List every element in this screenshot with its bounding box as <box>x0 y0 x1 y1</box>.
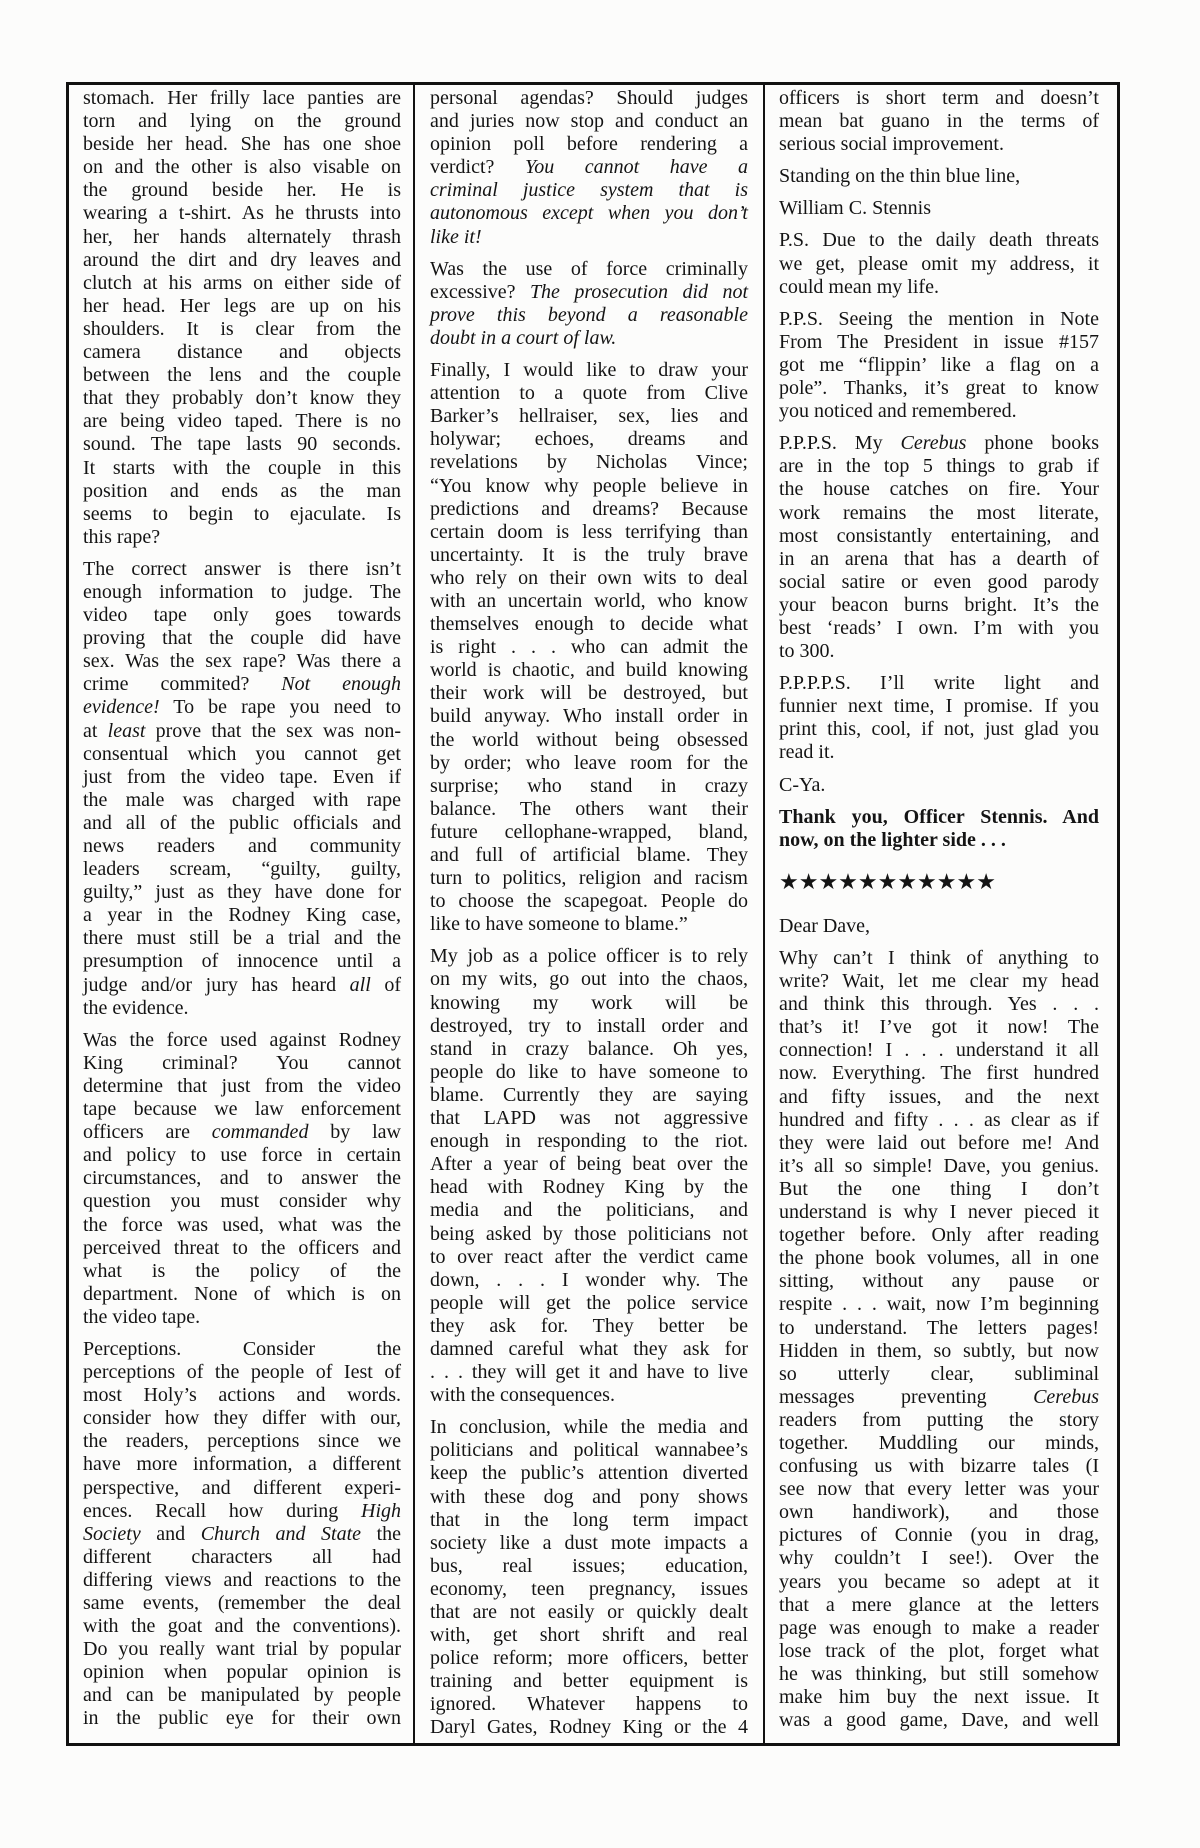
text-line: William C. Stennis <box>779 197 931 220</box>
text-line: But the one thing I don’t <box>779 1177 1099 1200</box>
text-line: holywar; echoes, dreams and <box>430 428 748 451</box>
text-line: determine that just from the video <box>83 1074 401 1097</box>
text-line: the force was used, what was the <box>83 1213 401 1236</box>
text-line: surprise; who stand in crazy <box>430 774 748 797</box>
text-line: stand in crazy balance. Oh yes, <box>430 1037 748 1060</box>
text-line <box>430 327 748 350</box>
text-line: work remains the most literate, <box>779 501 1099 524</box>
text-line: this rape? <box>83 525 161 548</box>
text-line: that in the long term impact <box>430 1508 748 1531</box>
text-line: future cellophane-wrapped, bland, <box>430 820 748 843</box>
text-line: are in the top 5 things to grab if <box>779 455 1099 478</box>
text-line: that a mere glance at the letters <box>779 1593 1099 1616</box>
text-line: Thank you, Officer Stennis. And <box>779 805 1099 828</box>
paragraph <box>779 197 1099 220</box>
text-line: economy, teen pregnancy, issues <box>430 1577 748 1600</box>
text-line: around the dirt and dry leaves and <box>83 248 401 271</box>
text-line: C-Ya. <box>779 773 826 796</box>
text-line: guilty,” just as they have done for <box>83 881 401 904</box>
text-line: best ‘reads’ I own. I’m with you <box>779 616 1099 639</box>
text-line: a year in the Rodney King case, <box>83 904 401 927</box>
text-line: Why can’t I think of anything to <box>779 947 1099 969</box>
text-line: and all of the public officials and <box>83 811 401 834</box>
text-line: so utterly clear, subliminal <box>779 1362 1099 1385</box>
text-line: position and ends as the man <box>83 479 401 502</box>
text-line: shoulders. It is clear from the <box>83 317 401 340</box>
text-line: print this, cool, if not, just glad you <box>779 718 1099 741</box>
italic-text: Church and State <box>200 1522 362 1545</box>
text-line: Do you really want trial by popular <box>83 1638 401 1661</box>
text-line: ences. Recall how during High <box>83 1499 401 1522</box>
text-line: “You know why people believe in <box>430 474 748 497</box>
text-line: Daryl Gates, Rodney King or the 4 <box>430 1716 748 1739</box>
paragraph <box>83 87 401 549</box>
text-line: knowing my work will be <box>430 991 748 1014</box>
text-line: most Holy’s actions and words. <box>83 1384 401 1407</box>
text-line: readers from putting the story <box>779 1408 1099 1431</box>
text-line: they were laid out before me! And <box>779 1131 1099 1154</box>
text-line: opinion when popular opinion is <box>83 1661 401 1684</box>
text-line: to 300. <box>779 640 835 663</box>
text-line: video tape only goes towards <box>83 604 401 627</box>
text-line: that they probably don’t know they <box>83 387 401 410</box>
paragraph <box>430 87 748 249</box>
text-line: consentual which you cannot get <box>83 742 401 765</box>
text-line: to over react after the verdict came <box>430 1245 748 1268</box>
text-line: to choose the scapegoat. People do <box>430 890 748 913</box>
paragraph <box>779 229 1099 298</box>
text-line: confusing us with bizarre tales (I <box>779 1455 1099 1478</box>
paragraph <box>779 947 1099 1732</box>
text-line <box>430 202 748 225</box>
paragraph <box>83 1338 401 1731</box>
text-line: with the consequences. <box>430 1384 615 1407</box>
text-line: certain doom is less terrifying than <box>430 520 748 543</box>
text-line: verdict? You cannot have a <box>430 156 748 179</box>
paragraph <box>430 1416 748 1739</box>
text-line <box>430 179 748 202</box>
text-line: most consistantly entertaining, and <box>779 524 1099 547</box>
text-line: differing views and reactions to the <box>83 1568 401 1591</box>
text-line: predictions and dreams? Because <box>430 497 748 520</box>
text-line: My job as a police officer is to rely <box>430 945 748 968</box>
text-line: with an uncertain world, who know <box>430 589 748 612</box>
text-line: people will get the police service <box>430 1291 748 1314</box>
letters-page-frame <box>66 82 1120 1746</box>
text-line: and fifty issues, and the next <box>779 1085 1099 1108</box>
text-line: officers is short term and doesn’t <box>779 87 1099 109</box>
text-line: enough information to judge. The <box>83 580 401 603</box>
text-line: they ask for. They better be <box>430 1314 748 1337</box>
text-line: the house catches on fire. Your <box>779 478 1099 501</box>
text-line: together before. Only after reading <box>779 1224 1099 1247</box>
text-line: who rely on their own wits to deal <box>430 566 748 589</box>
text-line: the world without being obsessed <box>430 728 748 751</box>
text-line: wearing a t-shirt. As he thrusts into <box>83 202 401 225</box>
text-line: like to have someone to blame.” <box>430 913 688 936</box>
text-line: down, . . . I wonder why. The <box>430 1268 748 1291</box>
paragraph <box>430 359 748 936</box>
text-line: with these dog and pony shows <box>430 1485 748 1508</box>
text-line: together. Muddling our minds, <box>779 1431 1099 1454</box>
text-line: keep the public’s attention diverted <box>430 1462 748 1485</box>
text-line: perceived threat to the officers and <box>83 1236 401 1259</box>
text-line: pictures of Connie (you in drag, <box>779 1524 1099 1547</box>
column-divider <box>763 85 765 1743</box>
text-line: beside her head. She has one shoe <box>83 133 401 156</box>
text-line: by order; who leave room for the <box>430 751 748 774</box>
text-line: From The President in issue #157 <box>779 330 1099 353</box>
text-line: that’s it! I’ve got it now! The <box>779 1016 1099 1039</box>
text-line: and full of artificial blame. They <box>430 844 748 866</box>
text-line: excessive? The prosecution did not <box>430 280 748 303</box>
text-line: and policy to use force in certain <box>83 1144 401 1167</box>
text-line: P.P.S. Seeing the mention in Note <box>779 307 1099 330</box>
column-2 <box>430 87 748 1749</box>
text-line: between the lens and the couple <box>83 364 401 387</box>
paragraph <box>83 1029 401 1329</box>
text-line: the video tape. <box>83 1305 201 1328</box>
text-line: Hidden in them, so subtly, but now <box>779 1339 1099 1362</box>
text-line: own handiwork), and those <box>779 1501 1099 1524</box>
text-line: build anyway. Who install order in <box>430 705 748 728</box>
text-line: world is chaotic, and build knowing <box>430 659 748 682</box>
italic-text: You cannot have a <box>524 156 748 179</box>
text-line: Standing on the thin blue line, <box>779 165 1021 188</box>
text-line: question you must consider why <box>83 1190 401 1213</box>
text-line: Dear Dave, <box>779 914 871 937</box>
text-line: social satire or even good parody <box>779 570 1099 593</box>
text-line: consider how they differ with our, <box>83 1407 401 1430</box>
text-line: there must still be a trial and the <box>83 927 401 950</box>
paragraph <box>779 165 1099 188</box>
text-line: their work will be destroyed, but <box>430 682 748 705</box>
text-line: leaders scream, “guilty, guilty, <box>83 858 401 881</box>
italic-text: Cerebus <box>900 432 967 455</box>
text-line: lose track of the plot, forget what <box>779 1639 1099 1662</box>
text-line: in the public eye for their own <box>83 1707 401 1730</box>
paragraph <box>779 915 1099 938</box>
text-line: have more information, a different <box>83 1453 401 1476</box>
italic-text: High <box>361 1499 401 1522</box>
text-line: personal agendas? Should judges <box>430 87 748 109</box>
italic-text: all <box>349 973 371 996</box>
text-line: P.P.P.S. My Cerebus phone books <box>779 432 1099 455</box>
text-line: are being video taped. There is no <box>83 410 401 433</box>
text-line: mean bat guano in the terms of <box>779 110 1099 133</box>
text-line: see now that every letter was your <box>779 1478 1099 1501</box>
text-line: circumstances, and to answer the <box>83 1167 401 1190</box>
text-line: and juries now stop and conduct an <box>430 110 748 133</box>
text-line: After a year of being beat over the <box>430 1153 748 1176</box>
text-line: Was the force used against Rodney <box>83 1028 401 1051</box>
text-line: perspective, and different experi- <box>83 1476 401 1499</box>
text-line <box>430 304 748 327</box>
text-line: perceptions of the people of Iest of <box>83 1361 401 1384</box>
text-line: he was thinking, but still somehow <box>779 1662 1099 1685</box>
text-line: what is the policy of the <box>83 1259 401 1282</box>
paragraph <box>779 774 1099 797</box>
text-line: camera distance and objects <box>83 341 401 364</box>
text-line: society like a dust mote impacts a <box>430 1531 748 1554</box>
paragraph <box>83 558 401 1020</box>
text-line: Barker’s hellraiser, sex, lies and <box>430 405 748 428</box>
text-line: King criminal? You cannot <box>83 1051 401 1074</box>
text-line: ★★★★★★★★★★★ <box>779 868 996 894</box>
text-line: her, her hands alternately thrash <box>83 225 401 248</box>
text-line: crime commited? Not enough <box>83 673 401 696</box>
text-line: the phone book volumes, all in one <box>779 1247 1099 1270</box>
text-line: stomach. Her frilly lace panties are <box>83 87 401 109</box>
text-line: the readers, perceptions since we <box>83 1430 401 1453</box>
text-line: P.P.P.P.S. I’ll write light and <box>779 672 1099 695</box>
text-line: sex. Was the sex rape? Was there a <box>83 650 401 673</box>
text-line: news readers and community <box>83 835 401 857</box>
text-line: bus, real issues; education, <box>430 1554 748 1577</box>
text-line: head with Rodney King by the <box>430 1176 748 1199</box>
text-line: years you became so adept at it <box>779 1570 1099 1593</box>
paragraph <box>779 806 1099 852</box>
text-line: tape because we law enforcement <box>83 1098 401 1121</box>
paragraph <box>430 258 748 350</box>
text-line: now, on the lighter side . . . <box>779 828 1006 851</box>
text-line: at least prove that the sex was non- <box>83 719 401 742</box>
text-line: opinion poll before rendering a <box>430 133 748 156</box>
text-line: the evidence. <box>83 996 189 1019</box>
italic-text: commanded <box>211 1121 309 1144</box>
italic-text: criminal justice system that is <box>430 179 748 202</box>
text-line: sound. The tape lasts 90 seconds. <box>83 433 401 456</box>
text-line: balance. The others want their <box>430 797 748 820</box>
text-line: serious social improvement. <box>779 133 1004 156</box>
text-line: same events, (remember the deal <box>83 1592 401 1614</box>
text-line: themselves enough to decide what <box>430 613 748 636</box>
text-line: politicians and political wannabee’s <box>430 1439 748 1462</box>
text-line: we get, please omit my address, it <box>779 252 1099 275</box>
text-line: . . . they will get it and have to live <box>430 1361 748 1384</box>
text-line: ignored. Whatever happens to <box>430 1693 748 1716</box>
text-line: it’s all so simple! Dave, you genius. <box>779 1154 1099 1177</box>
paragraph <box>779 87 1099 156</box>
text-line: why couldn’t I see!). Over the <box>779 1547 1099 1570</box>
text-line: sitting, without any pause or <box>779 1270 1099 1293</box>
text-line: torn and lying on the ground <box>83 110 401 133</box>
text-line: Society and Church and State the <box>83 1522 401 1545</box>
column-1 <box>83 87 401 1740</box>
italic-text: Not enough <box>281 673 401 696</box>
star-separator <box>779 870 1099 893</box>
text-line <box>430 226 748 249</box>
text-line: with, get short shrift and real <box>430 1624 748 1647</box>
text-line: and think this through. Yes . . . <box>779 993 1099 1016</box>
text-line: turn to politics, religion and racism <box>430 867 748 890</box>
paragraph <box>779 672 1099 764</box>
text-line: damned careful what they ask for <box>430 1337 748 1360</box>
text-line: connection! I . . . understand it all <box>779 1039 1099 1062</box>
text-line: attention to a quote from Clive <box>430 382 748 405</box>
text-line: police reform; more officers, better <box>430 1647 748 1670</box>
italic-text: prove this beyond a reasonable <box>430 303 748 326</box>
text-line: The correct answer is there isn’t <box>83 557 401 580</box>
text-line: It starts with the couple in this <box>83 456 401 479</box>
text-line: in an arena that has a dearth of <box>779 547 1099 570</box>
text-line: evidence! To be rape you need to <box>83 696 401 719</box>
text-line: that LAPD was not aggressive <box>430 1107 748 1130</box>
text-line: uncertainty. It is the truly brave <box>430 543 748 566</box>
text-line: on my wits, go out into the chaos, <box>430 968 748 991</box>
text-line: on and the other is also visable on <box>83 156 401 179</box>
text-line: the ground beside her. He is <box>83 179 401 202</box>
text-line: the male was charged with rape <box>83 788 401 811</box>
text-line: with the goat and the conventions). <box>83 1615 401 1638</box>
paragraph <box>779 432 1099 663</box>
text-line: that are not easily or quickly dealt <box>430 1601 748 1623</box>
text-line: respite . . . wait, now I’m beginning <box>779 1293 1099 1316</box>
text-line: destroyed, try to install order and <box>430 1014 748 1037</box>
text-line: read it. <box>779 741 835 764</box>
text-line: media and the politicians, and <box>430 1199 748 1222</box>
text-line: just from the video tape. Even if <box>83 765 401 788</box>
text-line: understand is why I never pieced it <box>779 1201 1099 1224</box>
italic-text: least <box>107 719 146 742</box>
paragraph <box>779 308 1099 423</box>
text-line: seems to begin to ejaculate. Is <box>83 502 401 525</box>
italic-text: Cerebus <box>1033 1385 1099 1408</box>
text-line: make him buy the next issue. It <box>779 1686 1099 1708</box>
text-line: her head. Her legs are up on his <box>83 294 401 317</box>
paragraph <box>430 945 748 1407</box>
text-line: training and better equipment is <box>430 1670 748 1693</box>
column-3 <box>779 87 1099 1741</box>
text-line: P.S. Due to the daily death threats <box>779 229 1099 252</box>
text-line: could mean my life. <box>779 275 939 298</box>
text-line: different characters all had <box>83 1545 401 1568</box>
italic-text: evidence! <box>83 696 160 719</box>
text-line: department. None of which is on <box>83 1282 401 1305</box>
italic-text: autonomous except when you don’t <box>430 202 748 225</box>
column-divider <box>413 85 415 1743</box>
text-line: your beacon burns bright. It’s the <box>779 593 1099 616</box>
text-line: now. Everything. The first hundred <box>779 1062 1099 1085</box>
text-line: Was the use of force criminally <box>430 257 748 280</box>
text-line: In conclusion, while the media and <box>430 1416 748 1439</box>
italic-text: Society <box>83 1522 141 1545</box>
text-line: page was enough to make a reader <box>779 1616 1099 1639</box>
text-line: write? Wait, let me clear my head <box>779 970 1099 993</box>
text-line: was a good game, Dave, and well <box>779 1709 1099 1732</box>
text-line: Finally, I would like to draw your <box>430 359 748 382</box>
text-line: is right . . . who can admit the <box>430 636 748 659</box>
text-line: you noticed and remembered. <box>779 400 1017 423</box>
text-line: proving that the couple did have <box>83 627 401 650</box>
italic-text: The prosecution did not <box>529 280 748 303</box>
text-line: got me “flippin’ like a flag on a <box>779 353 1099 376</box>
text-line: pole”. Thanks, it’s great to know <box>779 377 1099 400</box>
text-line: to understand. The letters pages! <box>779 1316 1099 1339</box>
italic-text: like it! <box>430 225 482 248</box>
text-line: revelations by Nicholas Vince; <box>430 451 748 474</box>
text-line: judge and/or jury has heard all of <box>83 973 401 996</box>
italic-text: doubt in a court of law. <box>430 326 617 349</box>
text-line: blame. Currently they are saying <box>430 1083 748 1106</box>
text-line: hundred and fifty . . . as clear as if <box>779 1108 1099 1131</box>
text-line: messages preventing Cerebus <box>779 1385 1099 1408</box>
text-line: presumption of innocence until a <box>83 950 401 973</box>
text-line: clutch at his arms on either side of <box>83 271 401 294</box>
text-line: officers are commanded by law <box>83 1121 401 1144</box>
text-line: people do like to have someone to <box>430 1060 748 1083</box>
text-line: and can be manipulated by people <box>83 1684 401 1707</box>
text-line: being asked by those politicians not <box>430 1222 748 1245</box>
text-line: enough in responding to the riot. <box>430 1130 748 1153</box>
text-line: Perceptions. Consider the <box>83 1337 401 1360</box>
text-line: funnier next time, I promise. If you <box>779 695 1099 718</box>
